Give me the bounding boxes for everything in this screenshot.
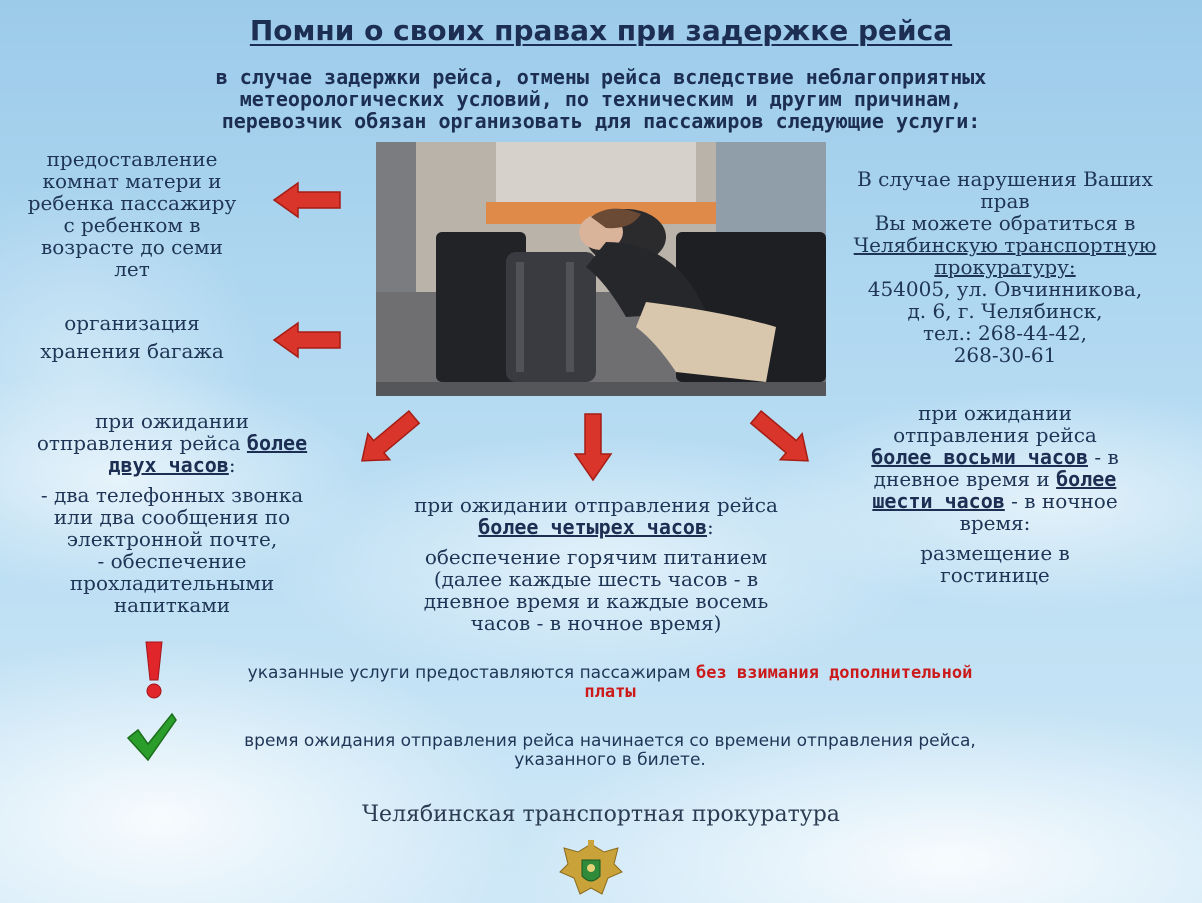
duration-highlight: более [246, 431, 308, 455]
text-line: отправления рейса [36, 431, 241, 455]
service-eight-hours [838, 402, 1152, 586]
service-luggage-storage [22, 312, 242, 362]
text-line: хранения багажа [40, 339, 224, 363]
checkmark-icon [126, 712, 178, 762]
phone-line: 268-30-61 [953, 343, 1057, 367]
waiting-time-note [180, 732, 1040, 770]
list-item: дневное время и каждые восемь [423, 589, 769, 613]
prosecutor-emblem-icon [556, 838, 626, 900]
service-mother-child-room [12, 148, 252, 280]
list-item: размещение в [920, 541, 1070, 565]
intro-line: в случае задержки рейса, отмены рейса вследствие неблагоприятных [215, 65, 987, 89]
punctuation: : [228, 453, 236, 477]
intro-text [120, 66, 1082, 132]
text-line: лет [114, 257, 150, 281]
text-line: прав [980, 189, 1030, 213]
free-of-charge-note [180, 664, 1040, 702]
list-item: гостинице [940, 563, 1050, 587]
duration-highlight: шести часов [872, 489, 1005, 513]
list-item: прохладительными [69, 571, 275, 595]
note-text: время ожидания отправления рейса начинается со времени отправления рейса, [244, 731, 976, 751]
red-arrow-icon [572, 412, 614, 482]
exclamation-icon [140, 640, 168, 700]
list-item: или два сообщения по [53, 505, 291, 529]
list-item: часов - в ночное время) [470, 611, 722, 635]
text-line: время: [959, 511, 1031, 535]
list-item: напитками [113, 593, 231, 617]
text-line: с ребенком в [63, 213, 201, 237]
list-item: - обеспечение [97, 549, 247, 573]
text-line: при ожидании [95, 409, 249, 433]
text-line: - в ночное [1004, 489, 1118, 513]
airport-photo [376, 142, 826, 396]
text-line: возрасте до семи [40, 235, 224, 259]
sleeping-passenger-illustration [376, 142, 826, 396]
red-arrow-icon [272, 320, 342, 360]
note-text: указанного в билете. [514, 750, 706, 770]
list-item: обеспечение горячим питанием [424, 545, 768, 569]
duration-highlight: более [1056, 467, 1117, 491]
organization-name: прокуратуру: [934, 255, 1076, 279]
phone-line: тел.: 268-44-42, [922, 321, 1087, 345]
text-line: при ожидании отправления рейса [414, 493, 778, 517]
intro-line: метеорологических условий, по техническим и другим причинам, [239, 87, 963, 111]
intro-line: перевозчик обязан организовать для пассажиров следующие услуги: [221, 109, 981, 133]
address-line: д. 6, г. Челябинск, [907, 299, 1103, 323]
text-line: В случае нарушения Ваших [857, 167, 1153, 191]
text-line: Вы можете обратиться в [874, 211, 1136, 235]
service-two-hours [12, 410, 332, 616]
text-line: - в [1088, 445, 1119, 469]
text-line: отправления рейса [893, 423, 1097, 447]
duration-highlight: более четырех часов [478, 515, 708, 539]
text-line: комнат матери и [42, 169, 222, 193]
page-title: Помни о своих правах при задержке рейса [249, 14, 953, 47]
duration-highlight: двух часов [108, 453, 229, 477]
text-line: дневное время и [873, 467, 1050, 491]
note-highlight: без взимания дополнительной [696, 663, 973, 683]
duration-highlight: более восьми часов [871, 445, 1088, 469]
punctuation: : [707, 515, 714, 539]
note-text: указанные услуги предоставляются пассажирам [247, 663, 691, 683]
contact-info [840, 168, 1170, 366]
service-four-hours [376, 494, 816, 634]
note-highlight: платы [584, 682, 636, 702]
red-arrow-icon [746, 408, 818, 470]
address-line: 454005, ул. Овчинникова, [867, 277, 1143, 301]
text-line: при ожидании [918, 401, 1072, 425]
red-arrow-icon [272, 180, 342, 220]
footer-organization: Челябинская транспортная прокуратура [362, 802, 840, 827]
red-arrow-icon [352, 408, 424, 470]
list-item: электронной почте, [66, 527, 278, 551]
organization-name: Челябинскую транспортную [853, 233, 1157, 257]
text-line: ребенка пассажиру [27, 191, 237, 215]
text-line: предоставление [46, 147, 218, 171]
list-item: (далее каждые шесть часов - в [433, 567, 759, 591]
text-line: организация [64, 311, 200, 335]
list-item: - два телефонных звонка [40, 483, 304, 507]
